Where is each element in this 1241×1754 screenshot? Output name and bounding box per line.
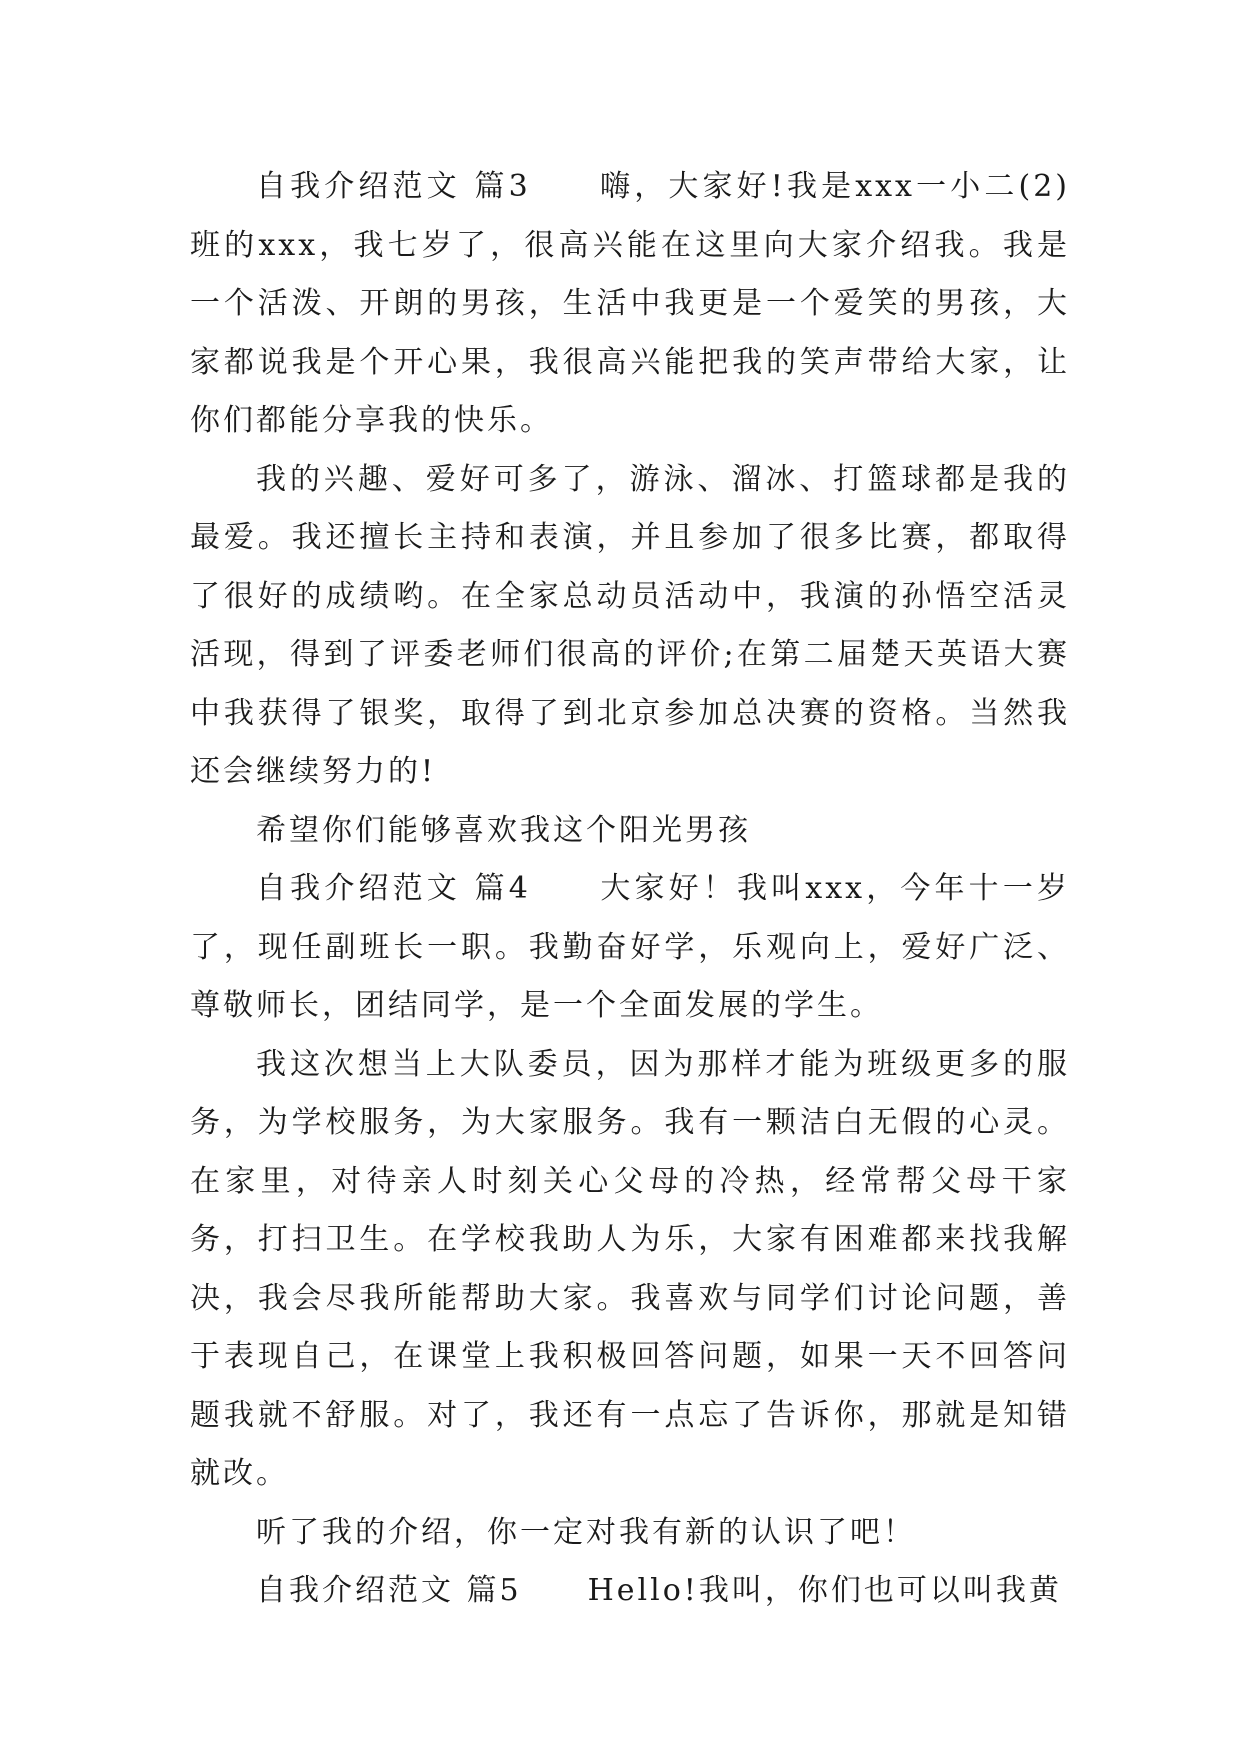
paragraph-essay-4-closing: 听了我的介绍，你一定对我有新的认识了吧！ bbox=[256, 1514, 916, 1550]
paragraph-essay-4-intro: 自我介绍范文 篇4 大家好！我叫xxx，今年十一岁了，现任副班长一职。我勤奋好学，乐观向上，爱好广泛、尊敬师长，团结同学，是一个全面发展的学生。 bbox=[190, 871, 1070, 1023]
paragraph-essay-4-body: 我这次想当上大队委员，因为那样才能为班级更多的服务，为学校服务，为大家服务。我有一颗洁白无假的心灵。在家里，对待亲人时刻关心父母的冷热，经常帮父母干家务，打扫卫生。在学校我助人为乐，大家有困难都来找我解决，我会尽我所能帮助大家。我喜欢与同学们讨论问题，善于表现自己，在课堂上我积极回答问题，如果一天不回答问题我就不舒服。对了，我还有一点忘了告诉你，那就是知错就改。 bbox=[190, 1046, 1070, 1491]
document-body bbox=[190, 158, 1070, 1621]
paragraph-essay-3-hobbies: 我的兴趣、爱好可多了，游泳、溜冰、打篮球都是我的最爱。我还擅长主持和表演，并且参加了很多比赛，都取得了很好的成绩哟。在全家总动员活动中，我演的孙悟空活灵活现，得到了评委老师们很高的评价;在第二届楚天英语大赛中我获得了银奖，取得了到北京参加总决赛的资格。当然我还会继续努力的! bbox=[190, 461, 1070, 789]
paragraph-essay-3-intro: 自我介绍范文 篇3 嗨，大家好!我是xxx一小二(2)班的xxx，我七岁了，很高兴能在这里向大家介绍我。我是一个活泼、开朗的男孩，生活中我更是一个爱笑的男孩，大家都说我是个开心果，我很高兴能把我的笑声带给大家，让你们都能分享我的快乐。 bbox=[190, 169, 1070, 438]
paragraph-essay-3-closing: 希望你们能够喜欢我这个阳光男孩 bbox=[256, 812, 751, 848]
paragraph-essay-5-intro: 自我介绍范文 篇5 Hello!我叫，你们也可以叫我黄 bbox=[256, 1573, 1062, 1608]
